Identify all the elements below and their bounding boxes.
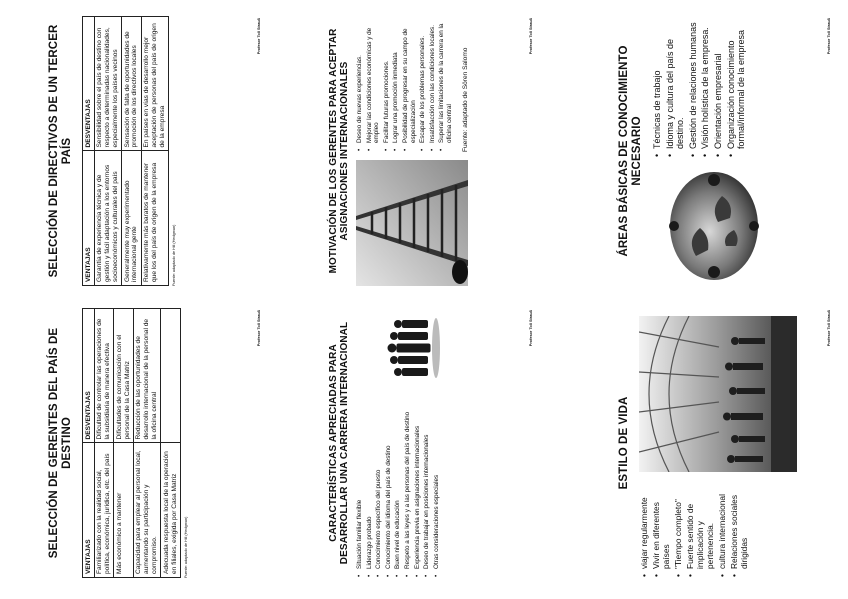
- list-item: • Escapar de los problemas personales.: [419, 16, 427, 152]
- list-item: • Mejorar las condiciones económicas y de empleo: [366, 16, 381, 152]
- table-row: [94, 309, 114, 578]
- slide-footer: Profesor Toll Strauß: [826, 310, 831, 347]
- table-row: [114, 309, 134, 578]
- world-handshake-image: [666, 166, 762, 286]
- list-item: • Vivir en diferentes países: [651, 480, 671, 578]
- list-item: • "Tiempo completo": [673, 480, 683, 578]
- list-item: • Buen nivel de educación: [394, 394, 402, 578]
- list-item: • Experiencia previa en asignaciones internacionales: [414, 394, 422, 578]
- list-item: • Liderazgo probado: [366, 394, 374, 578]
- header-desventajas: DESVENTAJAS: [83, 17, 95, 152]
- slide-knowledge-areas: [610, 10, 835, 292]
- list-item: • Insatisfacción con las condiciones locales.: [429, 16, 437, 152]
- list-item: • Organización conocimiento formal/informal de la empresa: [726, 16, 747, 158]
- list-item: • Técnicas de trabajo: [652, 16, 663, 158]
- header-desventajas: DESVENTAJAS: [83, 309, 95, 444]
- list-item: • Relaciones sociales dirigidas: [729, 480, 749, 578]
- table-cell: Generalmente muy experimentado internacional gente: [122, 151, 142, 286]
- list-item: • cultura internacional: [717, 480, 727, 578]
- table-cell: Sensación de falta de oportunidades de promoción de los directivos locales: [122, 17, 142, 152]
- slide-lifestyle: [610, 302, 835, 584]
- slide-body: [356, 16, 469, 286]
- slide-title: MOTIVACIÓN DE LOS GERENTES PARA ACEPTAR ASIGNACIONES INTERNACIONALES: [328, 28, 350, 274]
- slide-local-managers: [40, 302, 265, 584]
- slide-career-characteristics: [322, 302, 537, 584]
- list-item: • Superar las limitaciones de la carrera en la oficina central: [438, 16, 453, 152]
- list-item: • Deseo de trabajar en posiciones internacionales: [423, 394, 431, 578]
- list-item: • Orientación empresarial: [713, 16, 724, 158]
- table-row: [133, 309, 160, 578]
- slide-footer: Profesor Toll Strauß: [528, 18, 533, 55]
- list-item: • Otras consideraciones especiales: [433, 394, 441, 578]
- table-row: [94, 17, 121, 286]
- ladder-image: [356, 160, 468, 286]
- table-cell: Más económico a mantener: [114, 443, 134, 578]
- table-cell: Familiarizado con la realidad social, política, económica, jurídica, etc. del país: [94, 443, 114, 578]
- list-item: • Lograr una promoción inmediata: [392, 16, 400, 152]
- slide-third-country: [40, 10, 265, 292]
- slide-title: ESTILO DE VIDA: [618, 396, 630, 490]
- bullet-list: [356, 16, 454, 152]
- list-item: • Posibilidad de progresar en su campo de especialización: [402, 16, 417, 152]
- slide-footer: Profesor Toll Strauß: [256, 18, 261, 55]
- table-row: [141, 17, 168, 286]
- bullet-list: [652, 16, 762, 158]
- slide-footer: Profesor Toll Strauß: [826, 18, 831, 55]
- comparison-table: [82, 16, 169, 286]
- comparison-table: [82, 308, 181, 578]
- header-ventajas: VENTAJAS: [83, 151, 95, 286]
- slide-body: [639, 308, 797, 578]
- slide-title: SELECCIÓN DE GERENTES DEL PAÍS DE DESTINO: [48, 327, 73, 559]
- airport-image: [639, 316, 797, 472]
- list-item: • viajar regularmente: [639, 480, 649, 578]
- slide-footer: Profesor Toll Strauß: [256, 310, 261, 347]
- list-item: • Deseo de nuevas experiencias.: [356, 16, 364, 152]
- slide-motivation: [322, 10, 537, 292]
- slide-body: [356, 308, 446, 578]
- list-item: • Gestión de relaciones humanas: [688, 16, 699, 158]
- table-cell: Relativamente más baratos de mantener que los del país de origen de la empresa: [141, 151, 168, 286]
- text-column: [356, 16, 469, 152]
- list-item: • Respeto a las leyes y a las personas del país de destino: [404, 394, 412, 578]
- source-note: Fuente: adaptado de Hill (Hedgman): [172, 224, 177, 286]
- business-people-image: [382, 308, 446, 386]
- table-cell: Adecuada respuesta local de la operación en filiales, exigida por Casa Matriz: [161, 443, 181, 578]
- source-note: Fuente: adaptado de Sören Salomo: [461, 47, 469, 152]
- list-item: • Facilitar futuras promociones.: [383, 16, 391, 152]
- header-ventajas: VENTAJAS: [83, 443, 95, 578]
- table-row: [161, 309, 181, 578]
- table-row: [122, 17, 142, 286]
- list-item: • Fuerte sentido de implicación y pertenencia.: [685, 480, 715, 578]
- bullet-list: [639, 480, 797, 578]
- slide-footer: Profesor Toll Strauß: [528, 310, 533, 347]
- slide-body: [652, 16, 762, 286]
- table-cell: Dificultades de comunicación con el personal de la Casa Matriz: [114, 309, 134, 444]
- slide-title: ÁREAS BÁSICAS DE CONOCIMIENTO NECESARIO: [618, 45, 643, 257]
- list-item: • Situación familiar flexible: [356, 394, 364, 578]
- table-cell: Sensibilidad sobre el país de destino con respecto a determinadas nacionalidades, especialmente los países vecinos: [94, 17, 121, 152]
- table-cell: En países en vías de desarrollo mejor aceptación de personas del país de origen de la empresa: [141, 17, 168, 152]
- table-cell: [161, 309, 181, 444]
- source-note: Fuente: adaptado de Hill (Hedgman): [183, 516, 188, 578]
- slide-title: SELECCIÓN DE DIRECTIVOS DE UN TERCER PAÍS: [48, 24, 73, 278]
- table-cell: Capacidad para emplear al personal local, aumentando su participación y compromiso.: [133, 443, 160, 578]
- slide-title: CARACTERÍSTICAS APRECIADAS PARA DESARROLLAR UNA CARRERA INTERNACIONAL: [328, 321, 350, 565]
- list-item: • Visión holística de la empresa.: [700, 16, 711, 158]
- list-item: • Conocimiento del idioma del país de destino: [385, 394, 393, 578]
- list-item: • Idioma y cultura del país de destino.: [665, 16, 686, 158]
- table-cell: Dificultad de controlar las operaciones de la subsidiaria de manera efectiva: [94, 309, 114, 444]
- table-cell: Reducción de las oportunidades de desarrollo internacional de la personal de la oficina central: [133, 309, 160, 444]
- list-item: • Conocimiento específico del puesto: [375, 394, 383, 578]
- bullet-list: [356, 394, 446, 578]
- table-cell: Garantía de experiencia técnica y de gestión y fácil adaptación a los entornos socioeconómicos y culturales del país: [94, 151, 121, 286]
